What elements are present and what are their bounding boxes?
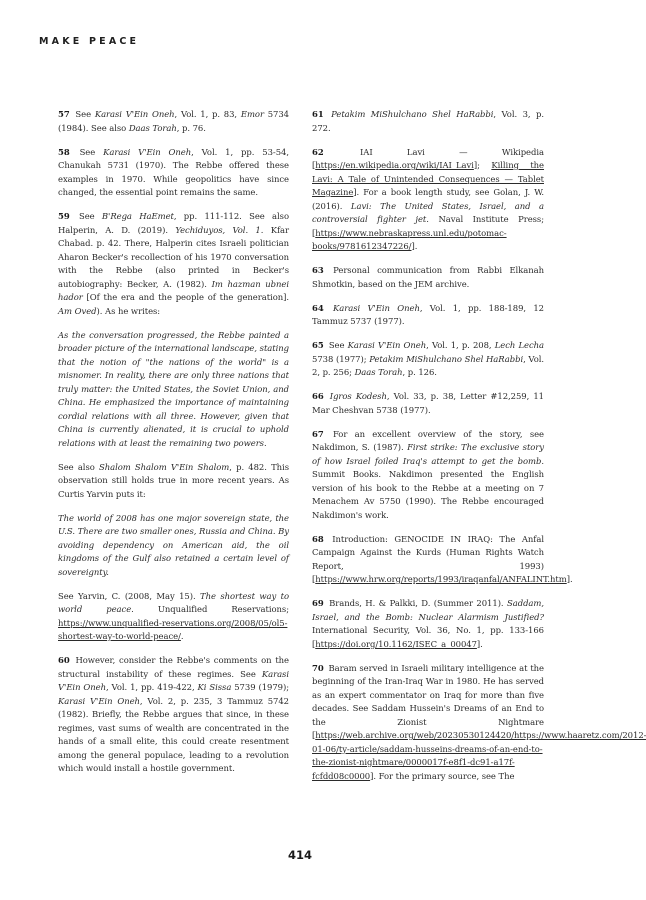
footnote-number: 60 — [58, 655, 70, 665]
doi-link[interactable]: https://doi.org/10.1162/ISEC_a_00047 — [315, 638, 477, 649]
footnote-number: 66 — [312, 391, 324, 401]
footnote-number: 59 — [58, 211, 70, 221]
running-header: MAKE PEACE — [39, 36, 140, 47]
footnote-67: 67 For an excellent overview of the story, see Nakdimon, S. (1987). First strike: The exclusive story of how Israel foiled Iraq's attempt to get the bomb. Summit Books. Nakdimon presented the English version of his book to the Rebbe at a meeting on 7 Menachem Av 5750 (1990). The Rebbe encouraged Nakdimon's work. — [312, 428, 545, 520]
footnote-number: 70 — [312, 662, 324, 673]
footnote-number: 62 — [312, 146, 324, 157]
hrw-report-link[interactable]: https://www.hrw.org/reports/1993/iraqanfal/ANFALINT.htm — [315, 574, 567, 584]
paragraph-yarvin-citation: See Yarvin, C. (2008, May 15). The shortest way to world peace. Unqualified Reservations; https://www.unqualified-reservations.org/2008/05/ol5-shortest-way-to-world-peace/. — [58, 590, 289, 641]
footnote-65: 65 See Karasi V'Ein Oneh, Vol. 1, p. 208, Lech Lecha 5738 (1977); Petakim MiShulchano Shel HaRabbi, Vol. 2, p. 256; Daas Torah, p. 126. — [312, 340, 545, 377]
footnote-number: 58 — [58, 146, 70, 157]
footnote-number: 69 — [312, 598, 324, 608]
footnote-58: 58 See Karasi V'Ein Oneh, Vol. 1, pp. 53-54, Chanukah 5731 (1970). The Rebbe offered these examples in 1970. While geopolitics have since changed, the essential point remains the same. — [58, 146, 289, 197]
footnote-number: 64 — [312, 302, 324, 313]
footnote-70: 70 Baram served in Israeli military intelligence at the beginning of the Iran-Iraq War in 1980. He has served as an expert commentator on Iraq for more than five decades. See Saddam Hussein's Dreams of an End to the Zionist Nightmare [https://web.archive.org/web/20230530124420/https://www.haaretz.com/2012-01-06/ty-article/saddam-husseins-dreams-of-an-end-to-the-zionist-nightmare/0000017f-e8f1-dc91-a17f-fcfdd08c0000]. For the primary source, see The — [312, 662, 646, 781]
tablet-magazine-link[interactable]: Killing the Lavi: A Tale of Unintended Consequences — Tablet Magazine — [312, 160, 545, 197]
nebraska-press-link[interactable]: https://www.nebraskapress.unl.edu/potomac-books/9781612347226/ — [312, 227, 507, 251]
block-quote-yarvin: The world of 2008 has one major sovereign state, the U.S. There are two smaller ones, Russia and China. By avoiding dependency on American aid, the oil kingdoms of the Gulf also retained a certain level of sovereignty. — [58, 512, 289, 577]
paragraph-see-also: See also Shalom Shalom V'Ein Shalom, p. 482. This observation still holds true in more recent years. As Curtis Yarvin puts it: — [58, 461, 289, 499]
footnote-57: 57 See Karasi V'Ein Oneh, Vol. 1, p. 83, Emor 5734 (1984). See also Daas Torah, p. 76. — [58, 109, 289, 133]
footnotes-right-column — [312, 108, 646, 794]
footnote-68: 68 Introduction: GENOCIDE IN IRAQ: The Anfal Campaign Against the Kurds (Human Rights Watch Report, 1993) [https://www.hrw.org/reports/1993/iraqanfal/ANFALINT.htm]. — [312, 533, 573, 584]
footnote-number: 61 — [312, 109, 324, 119]
footnote-number: 65 — [312, 340, 324, 350]
wikipedia-lavi-link[interactable]: https://en.wikipedia.org/wiki/IAI_Lavi — [315, 160, 474, 170]
footnote-63: 63 Personal communication from Rabbi Elkanah Shmotkin, based on the JEM archive. — [312, 265, 544, 289]
footnote-59: 59 See B'Rega HaEmet, pp. 111-112. See also Halperin, A. D. (2019). Yechiduyos, Vol. 1. Kfar Chabad. p. 42. There, Halperin cites Israeli politician Aharon Becker's recollection of his 1970 conversation with the Rebbe (also printed in Becker's autobiography: Becker, A. (1982). Im hazman ubnei hador [Of the era and the people of the generation]. Am Oved). As he writes: — [58, 211, 289, 316]
page-number: 414 — [287, 848, 312, 862]
footnote-64: 64 Karasi V'Ein Oneh, Vol. 1, pp. 188-189, 12 Tammuz 5737 (1977). — [312, 302, 544, 326]
footnote-61: 61 Petakim MiShulchano Shel HaRabbi, Vol. 3, p. 272. — [312, 109, 544, 133]
yarvin-link[interactable]: https://www.unqualified-reservations.org/2008/05/ol5-shortest-way-to-world-peace/ — [58, 617, 288, 641]
footnote-number: 68 — [312, 533, 324, 544]
footnote-number: 57 — [58, 109, 70, 119]
footnote-number: 63 — [312, 265, 324, 275]
footnote-number: 67 — [312, 428, 324, 439]
haaretz-archive-link[interactable]: https://web.archive.org/web/20230530124420/https://www.haaretz.com/2012-01-06/ty-article/saddam-husseins-dreams-of-an-end-to-the-zionist-nightmare/0000017f-e8f1-dc91-a17f-fcfdd08c0000 — [312, 730, 646, 781]
footnote-62: 62 IAI Lavi — Wikipedia [https://en.wikipedia.org/wiki/IAI_Lavi]; Killing the Lavi: A Tale of Unintended Consequences — Tablet Magazine]. For a book length study, see Golan, J. W. (2016). Lavi: The United States, Israel, and a controversial fighter jet. Naval Institute Press; [https://www.nebraskapress.unl.edu/potomac-books/9781612347226/]. — [312, 146, 545, 251]
footnote-66: 66 Igros Kodesh, Vol. 33, p. 38, Letter #12,259, 11 Mar Cheshvan 5738 (1977). — [312, 391, 544, 415]
footnote-60: 60 However, consider the Rebbe's comments on the structural instability of these regimes. See Karasi V'Ein Oneh, Vol. 1, pp. 419-422, Ki Sissa 5739 (1979); Karasi V'Ein Oneh, Vol. 2, p. 235, 3 Tammuz 5742 (1982). Briefly, the Rebbe argues that since, in these regimes, vast sums of wealth are concentrated in the hands of a small elite, this could create resentment among the general populace, leading to a revolution which would install a hostile government. — [58, 655, 290, 773]
footnote-69: 69 Brands, H. & Palkki, D. (Summer 2011). Saddam, Israel, and the Bomb: Nuclear Alarmism Justified? International Security, Vol. 36, No. 1, pp. 133-166 [https://doi.org/10.1162/ISEC_a_00047]. — [312, 598, 544, 649]
footnotes-left-column — [58, 108, 289, 786]
block-quote-becker: As the conversation progressed, the Rebbe painted a broader picture of the international landscape, stating that the notion of "the nations of the world" is a misnomer. In reality, there are only three nations that truly matter: the United States, the Soviet Union, and China. He emphasized the importance of maintaining cordial relations with all three. However, given that China is currently alienated, it is crucial to uphold relations with at least the remaining two powers. — [58, 329, 289, 448]
